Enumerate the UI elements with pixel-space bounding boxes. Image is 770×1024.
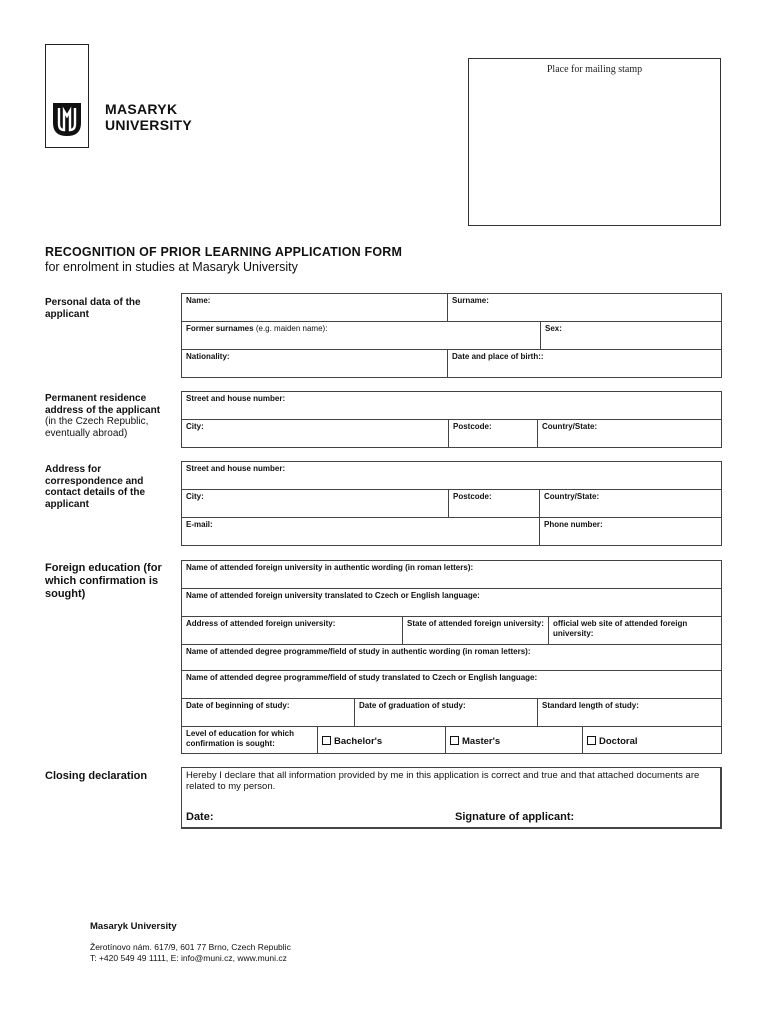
field-corr-phone-label: Phone number: xyxy=(544,520,603,529)
option-master[interactable] xyxy=(445,726,583,754)
field-permanent-postcode-label: Postcode: xyxy=(453,422,492,431)
field-permanent-city-label: City: xyxy=(186,422,204,431)
field-uni-state-label: State of attended foreign university: xyxy=(407,619,544,628)
field-permanent-postcode[interactable] xyxy=(448,419,538,448)
section-label-permanent xyxy=(45,393,180,439)
logo-line-2: UNIVERSITY xyxy=(105,117,193,133)
field-name-label: Name: xyxy=(186,296,211,305)
field-uni-address-label: Address of attended foreign university: xyxy=(186,619,336,628)
footer-university-name: Masaryk University xyxy=(90,921,177,932)
field-uni-state[interactable] xyxy=(402,616,549,645)
field-corr-phone[interactable] xyxy=(539,517,722,546)
field-corr-postcode[interactable] xyxy=(448,489,540,518)
doctoral-label: Doctoral xyxy=(599,736,638,747)
field-uni-address[interactable] xyxy=(181,616,403,645)
field-uni-translated-label: Name of attended foreign university translated to Czech or English language: xyxy=(186,591,480,600)
field-level-label xyxy=(181,726,318,754)
field-permanent-city[interactable] xyxy=(181,419,449,448)
master-label: Master's xyxy=(462,736,501,747)
signature-field-label: Signature of applicant: xyxy=(455,811,575,823)
field-corr-street[interactable] xyxy=(181,461,722,490)
field-prog-authentic-label: Name of attended degree programme/field of study in authentic wording (in roman letters): xyxy=(186,647,531,656)
field-permanent-country-label: Country/State: xyxy=(542,422,598,431)
closing-declaration-box xyxy=(181,767,722,829)
date-field-label: Date: xyxy=(186,811,214,823)
field-permanent-country[interactable] xyxy=(537,419,722,448)
section-label-closing: Closing declaration xyxy=(45,770,148,782)
permanent-label-note: (in the Czech Republic, eventually abroad) xyxy=(45,416,149,439)
field-level-text: Level of education for which confirmation is sought: xyxy=(186,729,295,748)
footer-contact xyxy=(90,942,291,964)
field-nationality[interactable] xyxy=(181,349,448,378)
field-sex-label: Sex: xyxy=(545,324,562,333)
university-logo-text xyxy=(105,101,192,133)
field-former-surnames[interactable] xyxy=(181,321,541,350)
section-label-foreign: Foreign education (for which confirmation is sought) xyxy=(45,562,162,600)
field-std-length-label: Standard length of study: xyxy=(542,701,639,710)
field-prog-authentic[interactable] xyxy=(181,644,722,671)
field-surname[interactable] xyxy=(447,293,722,322)
field-corr-email-label: E-mail: xyxy=(186,520,213,529)
field-corr-city-label: City: xyxy=(186,492,204,501)
field-birth[interactable] xyxy=(447,349,722,378)
field-uni-authentic[interactable] xyxy=(181,560,722,589)
mailing-stamp-box xyxy=(468,58,721,226)
field-sex[interactable] xyxy=(540,321,722,350)
form-title: RECOGNITION OF PRIOR LEARNING APPLICATION FORM xyxy=(45,245,403,259)
university-logo-icon xyxy=(52,103,82,137)
bachelor-label: Bachelor's xyxy=(334,736,383,747)
footer-contact-line: T: +420 549 49 1111, E: info@muni.cz, www.muni.cz xyxy=(90,953,287,963)
field-name[interactable] xyxy=(181,293,448,322)
field-date-grad-label: Date of graduation of study: xyxy=(359,701,466,710)
option-bachelor[interactable] xyxy=(317,726,446,754)
section-label-correspondence: Address for correspondence and contact details of the applicant xyxy=(45,464,146,510)
field-corr-country-label: Country/State: xyxy=(544,492,600,501)
permanent-label-bold: Permanent residence address of the applicant xyxy=(45,393,161,416)
field-std-length[interactable] xyxy=(537,698,722,727)
field-uni-web-label: official web site of attended foreign university: xyxy=(553,619,688,638)
footer-address: Žerotínovo nám. 617/9, 601 77 Brno, Czech Republic xyxy=(90,942,291,952)
field-uni-authentic-label: Name of attended foreign university in authentic wording (in roman letters): xyxy=(186,563,474,572)
field-date-begin-label: Date of beginning of study: xyxy=(186,701,290,710)
field-corr-email[interactable] xyxy=(181,517,540,546)
field-prog-translated[interactable] xyxy=(181,670,722,699)
doctoral-checkbox[interactable] xyxy=(587,736,596,745)
field-permanent-street-label: Street and house number: xyxy=(186,394,286,403)
field-prog-translated-label: Name of attended degree programme/field of study translated to Czech or English language: xyxy=(186,673,538,682)
field-corr-city[interactable] xyxy=(181,489,449,518)
field-permanent-street[interactable] xyxy=(181,391,722,420)
field-date-grad[interactable] xyxy=(354,698,538,727)
field-date-begin[interactable] xyxy=(181,698,355,727)
bachelor-checkbox[interactable] xyxy=(322,736,331,745)
master-checkbox[interactable] xyxy=(450,736,459,745)
field-former-surnames-label: Former surnames xyxy=(186,324,254,333)
field-corr-street-label: Street and house number: xyxy=(186,464,286,473)
field-corr-country[interactable] xyxy=(539,489,722,518)
declaration-text: Hereby I declare that all information provided by me in this application is correct and true and that attached documents are related to my person. xyxy=(186,770,700,792)
field-former-surnames-hint: (e.g. maiden name): xyxy=(255,324,328,333)
field-uni-translated[interactable] xyxy=(181,588,722,617)
field-surname-label: Surname: xyxy=(452,296,489,305)
logo-line-1: MASARYK xyxy=(105,101,178,117)
option-doctoral[interactable] xyxy=(582,726,722,754)
form-subtitle: for enrolment in studies at Masaryk University xyxy=(45,260,298,274)
field-corr-postcode-label: Postcode: xyxy=(453,492,492,501)
mailing-stamp-label: Place for mailing stamp xyxy=(546,64,643,75)
section-label-personal: Personal data of the applicant xyxy=(45,297,141,320)
field-birth-label: Date and place of birth:: xyxy=(452,352,544,361)
field-uni-web[interactable] xyxy=(548,616,722,645)
field-nationality-label: Nationality: xyxy=(186,352,230,361)
